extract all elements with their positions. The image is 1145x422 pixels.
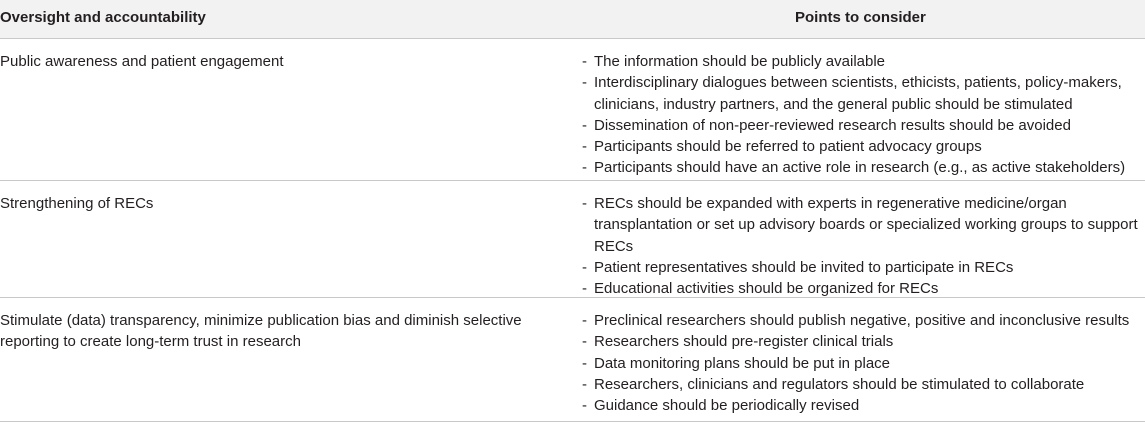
- list-item: - Participants should be referred to patient advocacy groups: [582, 136, 1145, 157]
- row-label: Stimulate (data) transparency, minimize publication bias and diminish selective reporting to create long-term trust in research: [0, 312, 522, 350]
- list-item: - Data monitoring plans should be put in place: [582, 353, 1145, 374]
- point-text: Participants should be referred to patient advocacy groups: [594, 138, 982, 156]
- point-text: Preclinical researchers should publish negative, positive and inconclusive results: [594, 312, 1130, 329]
- header-oversight: Oversight and accountability: [0, 9, 206, 26]
- list-item: - Educational activities should be organized for RECs: [582, 278, 1145, 299]
- table-row: [0, 298, 1145, 422]
- point-text: The information should be publicly available: [594, 53, 886, 70]
- point-text: RECs should be expanded with experts in regenerative medicine/organ transplantation or set up advisory boards or specialized working groups to support RECs: [594, 195, 1138, 255]
- list-item: - The information should be publicly available: [582, 51, 1145, 72]
- points-list: [582, 193, 1145, 299]
- list-item: - Participants should have an active role in research (e.g., as active stakeholders): [582, 157, 1145, 178]
- list-item: - Researchers should pre-register clinical trials: [582, 331, 1145, 352]
- header-points: Points to consider: [795, 9, 926, 26]
- table-row: [0, 181, 1145, 298]
- list-item: - Patient representatives should be invited to participate in RECs: [582, 257, 1145, 278]
- point-text: Dissemination of non-peer-reviewed research results should be avoided: [594, 116, 1071, 134]
- row-label: Public awareness and patient engagement: [0, 53, 284, 70]
- point-text: Guidance should be periodically revised: [594, 397, 860, 415]
- list-item: - Researchers, clinicians and regulators should be stimulated to collaborate: [582, 374, 1145, 395]
- list-item: - Guidance should be periodically revised: [582, 395, 1145, 416]
- table-header: [0, 0, 1145, 39]
- point-text: Educational activities should be organized for RECs: [594, 280, 939, 298]
- point-text: Patient representatives should be invited to participate in RECs: [594, 258, 1014, 276]
- points-list: [582, 310, 1145, 416]
- list-item: - Interdisciplinary dialogues between scientists, ethicists, patients, policy-makers, clinicians, industry partners, and the general public should be stimulated: [582, 72, 1145, 115]
- point-text: Participants should have an active role in research (e.g., as active stakeholders): [594, 159, 1126, 177]
- point-text: Interdisciplinary dialogues between scientists, ethicists, patients, policy-makers, clinicians, industry partners, and the general public should be stimulated: [594, 74, 1122, 113]
- list-item: - Preclinical researchers should publish negative, positive and inconclusive results: [582, 310, 1145, 331]
- list-item: - RECs should be expanded with experts in regenerative medicine/organ transplantation or set up advisory boards or specialized working groups to support RECs: [582, 193, 1145, 257]
- point-text: Data monitoring plans should be put in place: [594, 354, 891, 372]
- list-item: - Dissemination of non-peer-reviewed research results should be avoided: [582, 115, 1145, 136]
- point-text: Researchers, clinicians and regulators should be stimulated to collaborate: [594, 375, 1085, 393]
- row-label: Strengthening of RECs: [0, 195, 154, 212]
- points-list: [582, 51, 1145, 179]
- point-text: Researchers should pre-register clinical trials: [594, 333, 894, 351]
- table-row: [0, 39, 1145, 181]
